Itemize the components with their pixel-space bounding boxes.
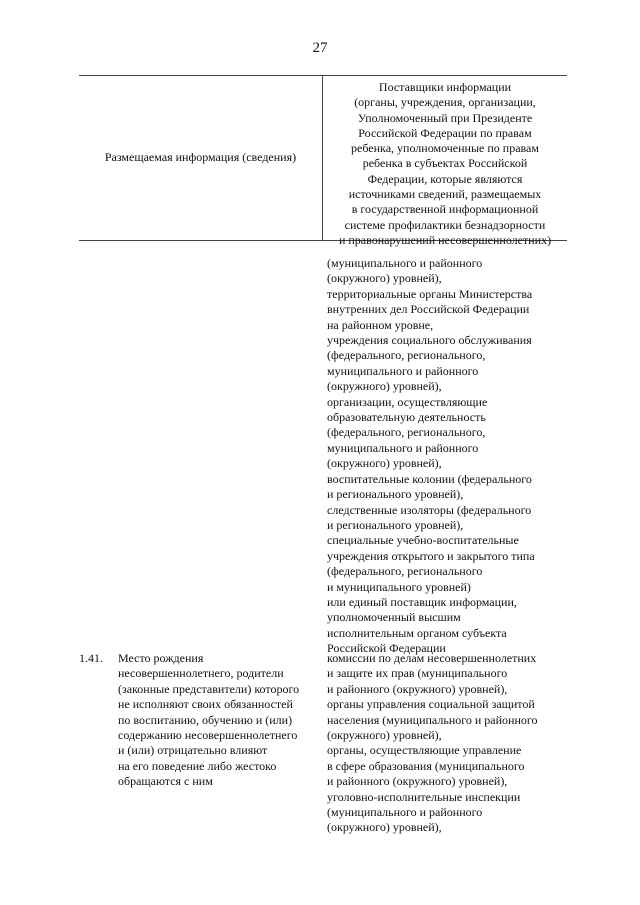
provider-line: и защите их прав (муниципального [327, 666, 508, 681]
header-providers-line: источниками сведений, размещаемых [348, 187, 542, 202]
row-description-cell [118, 651, 318, 790]
provider-line: органы управления социальной защитой [327, 697, 535, 712]
description-line: обращаются с ним [118, 774, 213, 789]
header-providers-line: системе профилактики безнадзорности [344, 217, 546, 232]
provider-line: (федерального, регионального [327, 564, 483, 579]
provider-line: (муниципального и районного [327, 256, 483, 270]
header-providers-line: Федерации, которые являются [367, 171, 523, 186]
header-providers-line: Поставщики информации [378, 80, 512, 94]
provider-line: (окружного) уровней), [327, 271, 442, 286]
table-top-rule [79, 75, 567, 76]
description-line: содержанию несовершеннолетнего [118, 728, 298, 743]
provider-line: Российской Федерации [327, 641, 446, 656]
provider-line: муниципального и районного [327, 440, 479, 455]
provider-line: территориальные органы Министерства [327, 286, 533, 301]
provider-line: специальные учебно-воспитательные [327, 533, 519, 548]
description-line: Место рождения [118, 651, 204, 665]
provider-line: в сфере образования (муниципального [327, 758, 525, 773]
description-line: на его поведение либо жестоко [118, 758, 277, 773]
provider-line: и районного (окружного) уровней), [327, 774, 508, 789]
page-number: 27 [312, 40, 328, 56]
header-info-column: Размещаемая информация (сведения) [104, 150, 297, 164]
header-providers-line: и правонарушений несовершеннолетних) [338, 232, 552, 247]
provider-line: уголовно-исполнительные инспекции [327, 789, 521, 804]
description-line: (законные представители) которого [118, 681, 300, 696]
provider-line: и муниципального уровней) [327, 579, 471, 594]
header-providers-line: в государственной информационной [351, 202, 539, 217]
provider-line: (муниципального и районного [327, 805, 483, 820]
provider-line: исполнительным органом субъекта [327, 625, 507, 640]
provider-line: и регионального уровней), [327, 487, 464, 502]
header-providers-column [323, 80, 567, 248]
row-providers-cell [327, 651, 567, 836]
header-providers-line: ребенка в субъектах Российской [362, 156, 528, 171]
description-line: по воспитанию, обучению и (или) [118, 712, 293, 727]
provider-line: учреждения социального обслуживания [327, 333, 532, 348]
provider-line: (окружного) уровней), [327, 456, 442, 471]
provider-line: внутренних дел Российской Федерации [327, 302, 530, 317]
header-providers-line: (органы, учреждения, организации, [354, 95, 536, 110]
provider-line: учреждения открытого и закрытого типа [327, 548, 535, 563]
provider-line: на районном уровне, [327, 317, 434, 332]
description-line: несовершеннолетнего, родители [118, 666, 284, 681]
provider-line: и районного (окружного) уровней), [327, 681, 508, 696]
provider-line: органы, осуществляющие управление [327, 743, 522, 758]
provider-line: воспитательные колонии (федерального [327, 471, 532, 486]
provider-line: (окружного) уровней), [327, 379, 442, 394]
provider-line: (окружного) уровней), [327, 728, 442, 743]
provider-line: или единый поставщик информации, [327, 594, 517, 609]
providers-continuation-cell [327, 256, 567, 657]
row-number: 1.41. [79, 651, 103, 665]
provider-line: комиссии по делам несовершеннолетних [327, 651, 537, 665]
provider-line: организации, осуществляющие [327, 394, 488, 409]
provider-line: образовательную деятельность [327, 410, 486, 425]
description-line: не исполняют своих обязанностей [118, 697, 293, 712]
provider-line: следственные изоляторы (федерального [327, 502, 532, 517]
provider-line: муниципального и районного [327, 363, 479, 378]
provider-line: населения (муниципального и районного [327, 712, 538, 727]
provider-line: (окружного) уровней), [327, 820, 442, 835]
provider-line: (федерального, регионального, [327, 348, 486, 363]
description-line: и (или) отрицательно влияют [118, 743, 268, 758]
provider-line: (федерального, регионального, [327, 425, 486, 440]
header-providers-line: Уполномоченный при Президенте [357, 110, 533, 125]
provider-line: уполномоченный высшим [327, 610, 461, 625]
header-providers-line: ребенка, уполномоченные по правам [351, 141, 539, 156]
provider-line: и регионального уровней), [327, 517, 464, 532]
header-providers-line: Российской Федерации по правам [358, 125, 532, 140]
